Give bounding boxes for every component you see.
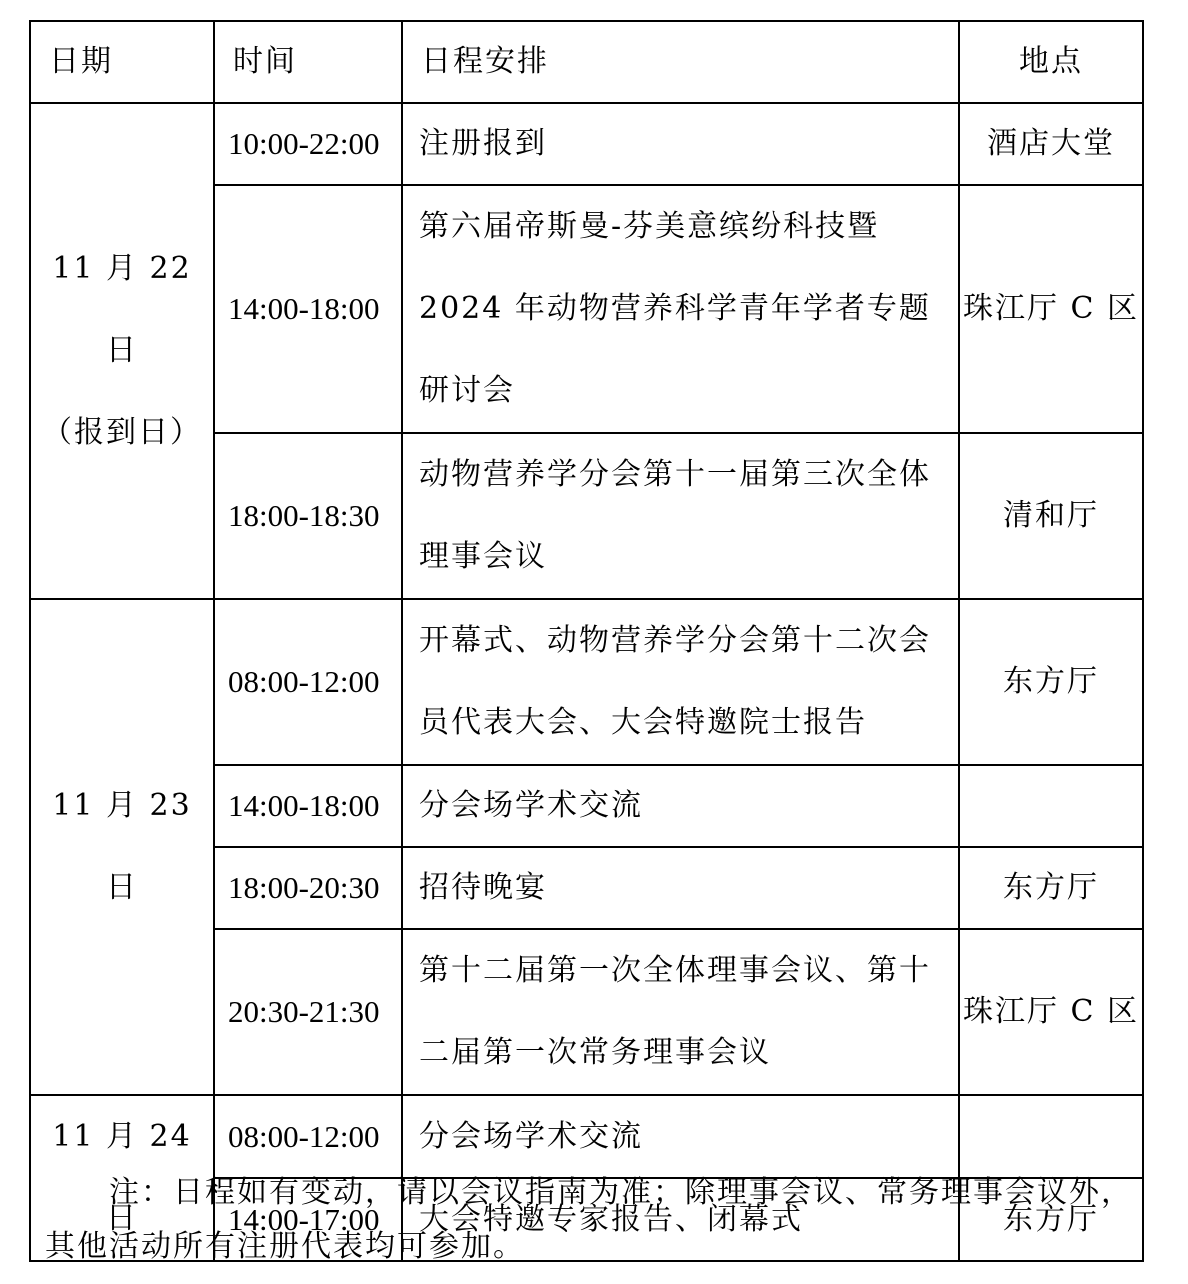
date-cell-day2 — [30, 599, 214, 1095]
date-cell-day1 — [30, 103, 214, 599]
venue-cell: 东方厅 — [959, 847, 1143, 929]
activity-cell: 动物营养学分会第十一届第三次全体理事会议 — [402, 433, 959, 599]
venue-cell: 珠江厅 C 区 — [959, 929, 1143, 1095]
schedule-table — [29, 20, 1144, 1262]
venue-cell — [959, 765, 1143, 847]
venue-cell: 酒店大堂 — [959, 103, 1143, 185]
footnote: 注：日程如有变动，请以会议指南为准；除理事会议、常务理事会议外，其他活动所有注册代表均可参加。 — [45, 1175, 1133, 1264]
time-cell: 14:00-17:00 — [214, 1178, 402, 1261]
time-cell: 08:00-12:00 — [214, 599, 402, 765]
time-cell: 18:00-18:30 — [214, 433, 402, 599]
activity-cell: 开幕式、动物营养学分会第十二次会员代表大会、大会特邀院士报告 — [402, 599, 959, 765]
header-venue: 地点 — [959, 21, 1143, 103]
table-header-row — [30, 21, 1143, 103]
date-label: 11 月 23 日 — [52, 788, 192, 905]
header-activity: 日程安排 — [402, 21, 959, 103]
activity-cell: 第六届帝斯曼-芬美意缤纷科技暨 2024 年动物营养科学青年学者专题研讨会 — [402, 185, 959, 433]
date-label: 11 月 22 日 — [52, 251, 192, 368]
activity-cell: 第十二届第一次全体理事会议、第十二届第一次常务理事会议 — [402, 929, 959, 1095]
table-row — [30, 103, 1143, 185]
table-row — [30, 599, 1143, 765]
time-cell: 10:00-22:00 — [214, 103, 402, 185]
activity-cell: 分会场学术交流 — [402, 1095, 959, 1178]
time-cell: 20:30-21:30 — [214, 929, 402, 1095]
activity-cell: 注册报到 — [402, 103, 959, 185]
time-cell: 14:00-18:00 — [214, 765, 402, 847]
venue-cell: 东方厅 — [959, 599, 1143, 765]
venue-cell: 清和厅 — [959, 433, 1143, 599]
time-cell: 08:00-12:00 — [214, 1095, 402, 1178]
activity-cell: 分会场学术交流 — [402, 765, 959, 847]
time-cell: 18:00-20:30 — [214, 847, 402, 929]
header-date: 日期 — [30, 21, 214, 103]
header-time: 时间 — [214, 21, 402, 103]
activity-cell: 大会特邀专家报告、闭幕式 — [402, 1178, 959, 1261]
time-cell: 14:00-18:00 — [214, 185, 402, 433]
date-note: （报到日） — [42, 415, 202, 450]
date-label: 11 月 24 日 — [52, 1119, 192, 1236]
venue-cell: 东方厅 — [959, 1178, 1143, 1261]
venue-cell: 珠江厅 C 区 — [959, 185, 1143, 433]
activity-cell: 招待晚宴 — [402, 847, 959, 929]
